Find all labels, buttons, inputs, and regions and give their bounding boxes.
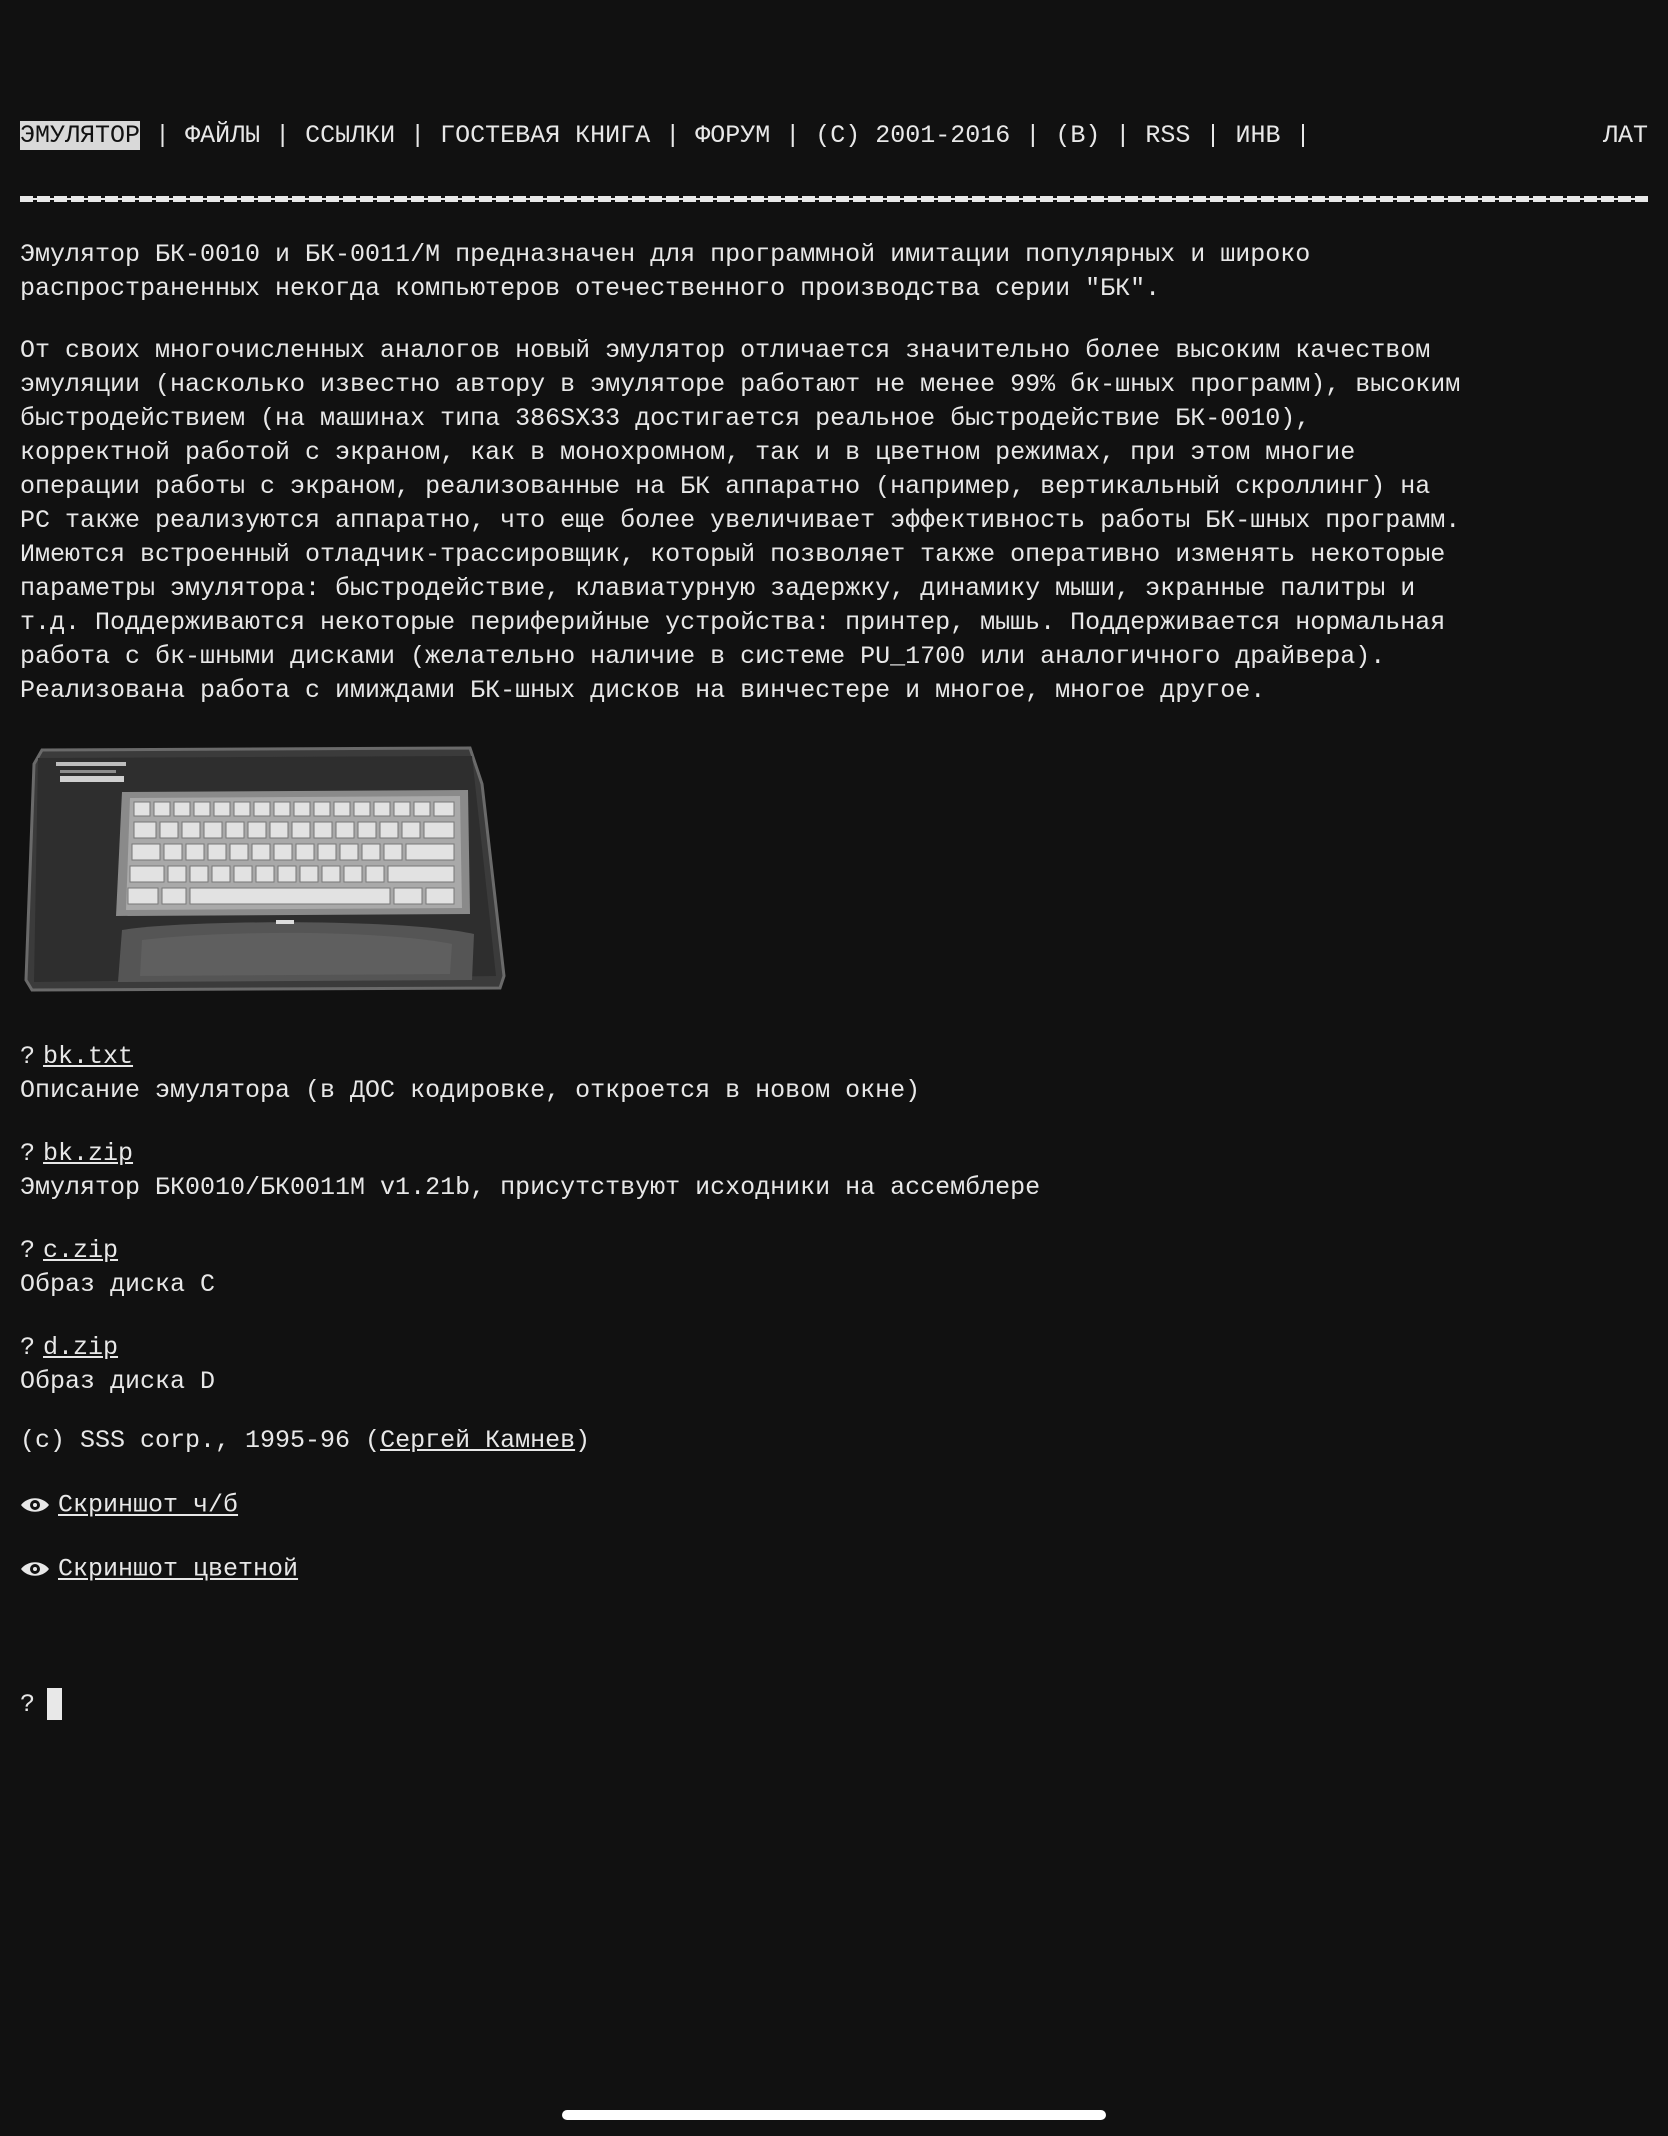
author-link[interactable]: Сергей Камнев — [380, 1426, 576, 1455]
nav-separator: | — [785, 121, 816, 150]
download-marker: ? — [20, 1042, 36, 1071]
download-item — [20, 1040, 1620, 1108]
nav-item-emulator[interactable]: ЭМУЛЯТОР — [20, 121, 141, 150]
nav-item-copyright[interactable]: (C) 2001-2016 — [815, 121, 1011, 150]
nav-separator: | — [275, 121, 306, 150]
nav-item-forum[interactable]: ФОРУМ — [695, 121, 771, 150]
download-item — [20, 1234, 1620, 1302]
intro-paragraph: Эмулятор БК-0010 и БК-0011/М предназначен для программной имитации популярных и широко распространенных некогда компьютеров отечественного производства серии "БК". — [20, 240, 1311, 303]
home-indicator[interactable] — [562, 2110, 1106, 2120]
screenshot-color-link[interactable]: Скриншот цветной — [58, 1554, 299, 1584]
nav-item-b[interactable]: (B) — [1055, 121, 1101, 150]
download-link-bk-txt[interactable]: bk.txt — [43, 1042, 134, 1071]
command-prompt[interactable] — [20, 1688, 62, 1722]
copyright-prefix: (c) SSS corp., 1995-96 ( — [20, 1426, 381, 1455]
nav-item-inv[interactable]: ИНВ — [1235, 121, 1281, 150]
download-description: Описание эмулятора (в ДОС кодировке, откроется в новом окне) — [20, 1076, 921, 1105]
screenshot-color-row — [20, 1552, 298, 1586]
nav-separator: | — [1115, 121, 1146, 150]
download-item — [20, 1331, 1620, 1399]
divider-rule — [20, 196, 1648, 202]
download-description: Образ диска C — [20, 1270, 216, 1299]
download-link-c-zip[interactable]: c.zip — [43, 1236, 119, 1265]
nav-separator: | — [1025, 121, 1056, 150]
eye-icon — [20, 1488, 50, 1522]
download-marker: ? — [20, 1333, 36, 1362]
nav-item-files[interactable]: ФАЙЛЫ — [185, 121, 261, 150]
download-marker: ? — [20, 1236, 36, 1265]
nav-separator: | — [665, 121, 696, 150]
nav-separator: | — [1295, 121, 1311, 150]
download-description: Образ диска D — [20, 1367, 216, 1396]
nav-separator: | — [155, 121, 186, 150]
top-nav — [20, 118, 1648, 154]
details-paragraph: От своих многочисленных аналогов новый эмулятор отличается значительно более высоким качеством эмуляции (насколько известно автору в эмуляторе работают не менее 99% бк-шных программ), высоким быстродействием (на машинах типа 386SX33 достигается реальное быстродействие БК-0010), корректной работой с экраном, как в монохромном, так и в цветном режимах, при этом многие операции работы с экраном, реализованные на БК аппаратно (например, вертикальный скроллинг) на PC также реализуются аппаратно, что еще более увеличивает эффективность работы БК-шных программ. Имеются встроенный отладчик-трассировщик, который позволяет также оперативно изменять некоторые параметры эмулятора: быстродействие, клавиатурную задержку, динамику мыши, экранные палитры и т.д. Поддерживаются некоторые периферийные устройства: принтер, мышь. Поддерживается нормальная работа с бк-шными дисками (желательно наличие в системе PU_1700 или аналогичного драйвера). Реализована работа с имиждами БК-шных дисков на винчестере и многое, многое другое. — [20, 336, 1461, 705]
screenshot-bw-row — [20, 1488, 238, 1522]
nav-lang-toggle[interactable]: ЛАТ — [1602, 121, 1648, 150]
nav-item-guestbook[interactable]: ГОСТЕВАЯ КНИГА — [440, 121, 651, 150]
copyright-suffix: ) — [575, 1426, 591, 1455]
nav-item-rss[interactable]: RSS — [1145, 121, 1191, 150]
nav-item-links[interactable]: ССЫЛКИ — [305, 121, 396, 150]
download-link-d-zip[interactable]: d.zip — [43, 1333, 119, 1362]
download-description: Эмулятор БК0010/БК0011М v1.21b, присутствуют исходники на ассемблере — [20, 1173, 1041, 1202]
nav-separator: | — [1205, 121, 1236, 150]
nav-separator: | — [410, 121, 441, 150]
screenshot-bw-link[interactable]: Скриншот ч/б — [58, 1490, 239, 1520]
bk-computer-image — [22, 744, 510, 994]
text-cursor — [47, 1688, 62, 1720]
eye-icon — [20, 1552, 50, 1586]
prompt-marker: ? — [20, 1690, 36, 1719]
download-marker: ? — [20, 1139, 36, 1168]
download-item — [20, 1137, 1620, 1205]
download-link-bk-zip[interactable]: bk.zip — [43, 1139, 134, 1168]
copyright-line — [20, 1424, 590, 1458]
